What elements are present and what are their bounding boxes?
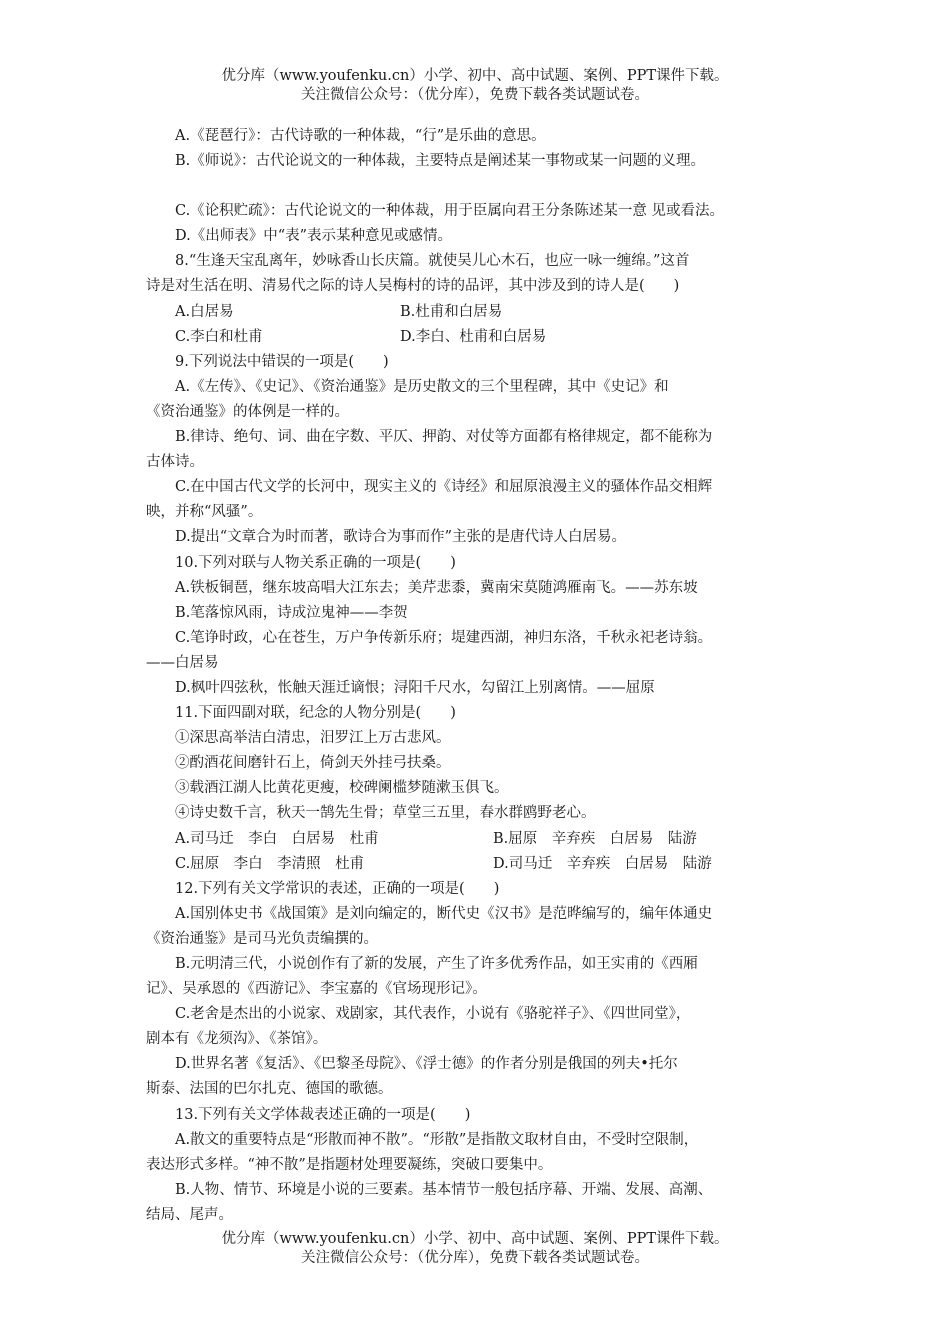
q12-option-a-line-2: 《资治通鉴》是司马光负责编撰的。 [146,930,378,947]
q8-option-d: D.李白、杜甫和白居易 [400,328,547,345]
q11-option-d: D.司马迁 辛弃疾 白居易 陆游 [493,855,712,872]
q8-options-row-2 [146,325,811,350]
q8-option-b: B.杜甫和白居易 [400,303,503,320]
q11-option-c: C.屈原 李白 李清照 杜甫 [175,855,365,872]
q12-option-c-line-2: 剧本有《龙须沟》、《茶馆》。 [146,1031,328,1048]
q8-stem-line-2: 诗是对生活在明、清易代之际的诗人吴梅村的诗的品评，其中涉及到的诗人是( ) [146,278,680,295]
q12-option-b-line-2: 记》、吴承恩的《西游记》、李宝嘉的《官场现形记》。 [146,981,487,998]
q9-option-d: D.提出“文章合为时而著，歌诗合为事而作”主张的是唐代诗人白居易。 [175,529,627,546]
q9-option-c-line-1: C.在中国古代文学的长河中，现实主义的《诗经》和屈原浪漫主义的骚体作品交相辉 [175,479,713,496]
q10-option-a: A.铁板铜琶，继东坡高唱大江东去；美芹悲黍，冀南宋莫随鸿雁南飞。——苏东坡 [175,579,698,596]
q8-option-c: C.李白和杜甫 [175,328,263,345]
q12-option-c-line-1: C.老舍是杰出的小说家、戏剧家，其代表作，小说有《骆驼祥子》、《四世同堂》， [175,1006,691,1023]
q13-stem: 13.下列有关文学体裁表述正确的一项是( ) [175,1106,471,1123]
q9-option-a-line-1: A.《左传》、《史记》、《资治通鉴》是历史散文的三个里程碑，其中《史记》和 [175,378,669,395]
q10-option-d: D.枫叶四弦秋，怅触天涯迁谪恨；浔阳千尺水，勾留江上别离情。——屈原 [175,679,655,696]
q11-option-b: B.屈原 辛弃疾 白居易 陆游 [493,830,697,847]
q11-option-a: A.司马迁 李白 白居易 杜甫 [175,830,379,847]
q8-option-a: A.白居易 [175,303,234,320]
header-line-2: 关注微信公众号：（优分库），免费下载各类试题试卷。 [301,87,649,103]
page-footer [0,1230,950,1268]
q12-option-a-line-1: A.国别体史书《战国策》是刘向编定的，断代史《汉书》是范晔编写的，编年体通史 [175,905,713,922]
q11-item-3: ③载酒江湖人比黄花更瘦，校碑阑槛梦随漱玉俱飞。 [175,780,509,797]
q11-options-row-2 [146,852,811,877]
q8-options-row-1 [146,300,811,325]
q11-stem: 11.下面四副对联，纪念的人物分别是( ) [175,705,456,722]
q7-option-b: B.《师说》：古代论说文的一种体裁，主要特点是阐述某一事物或某一问题的义理。 [175,153,706,170]
footer-line-2: 关注微信公众号：（优分库），免费下载各类试题试卷。 [301,1250,649,1266]
page-content [146,124,811,1228]
q11-item-1: ①深思高举洁白清忠，汨罗江上万古悲风。 [175,730,451,747]
q7-option-c: C.《论积贮疏》：古代论说文的一种体裁，用于臣属向君王分条陈述某一意 见或看法。 [175,203,725,220]
q9-option-b-line-1: B.律诗、绝句、词、曲在字数、平仄、押韵、对仗等方面都有格律规定，都不能称为 [175,429,713,446]
q12-option-d-line-1: D.世界名著《复活》、《巴黎圣母院》、《浮士德》的作者分别是俄国的列夫•托尔 [175,1056,678,1073]
q10-option-b: B.笔落惊风雨，诗成泣鬼神——李贺 [175,604,408,621]
q9-option-c-line-2: 映，并称“风骚”。 [146,504,263,521]
q12-stem: 12.下列有关文学常识的表述，正确的一项是( ) [175,880,500,897]
page-header [0,67,950,105]
q9-stem: 9.下列说法中错误的一项是( ) [175,353,389,370]
q9-option-b-line-2: 古体诗。 [146,454,204,471]
q10-option-c-line-2: ——白居易 [146,654,219,671]
q10-option-c-line-1: C.笔诤时政，心在苍生，万户争传新乐府；堤建西湖，神归东洛，千秋永祀老诗翁。 [175,629,713,646]
q12-option-b-line-1: B.元明清三代，小说创作有了新的发展，产生了许多优秀作品，如王实甫的《西厢 [175,956,698,972]
footer-line-1: 优分库（www.youfenku.cn）小学、初中、高中试题、案例、PPT课件下载。 [221,1231,729,1247]
q13-option-b-line-1: B.人物、情节、环境是小说的三要素。基本情节一般包括序幕、开端、发展、高潮、 [175,1181,713,1198]
q12-option-d-line-2: 斯泰、法国的巴尔扎克、德国的歌德。 [146,1081,393,1098]
q13-option-b-line-2: 结局、尾声。 [146,1206,233,1223]
q9-option-a-line-2: 《资治通鉴》的体例是一样的。 [146,403,349,420]
q13-option-a-line-2: 表达形式多样。“神不散”是指题材处理要凝练，突破口要集中。 [146,1156,553,1173]
q7-option-a: A.《琵琶行》：古代诗歌的一种体裁，“行”是乐曲的意思。 [175,128,546,144]
q10-stem: 10.下列对联与人物关系正确的一项是( ) [175,554,456,571]
q8-stem-line-1: 8.“生逢天宝乱离年，妙咏香山长庆篇。就使吴儿心木石，也应一咏一缠绵。”这首 [175,253,690,270]
q11-options-row-1 [146,827,811,852]
q7-option-d: D.《出师表》中“表”表示某种意见或感情。 [175,228,453,245]
q11-item-2: ②酌酒花间磨针石上，倚剑天外挂弓扶桑。 [175,755,451,772]
q11-item-4: ④诗史数千言，秋天一鹄先生骨；草堂三五里，春水群鸥野老心。 [175,805,596,822]
header-line-1: 优分库（www.youfenku.cn）小学、初中、高中试题、案例、PPT课件下载。 [221,68,729,84]
q13-option-a-line-1: A.散文的重要特点是“形散而神不散”。“形散”是指散文取材自由，不受时空限制， [175,1131,699,1148]
